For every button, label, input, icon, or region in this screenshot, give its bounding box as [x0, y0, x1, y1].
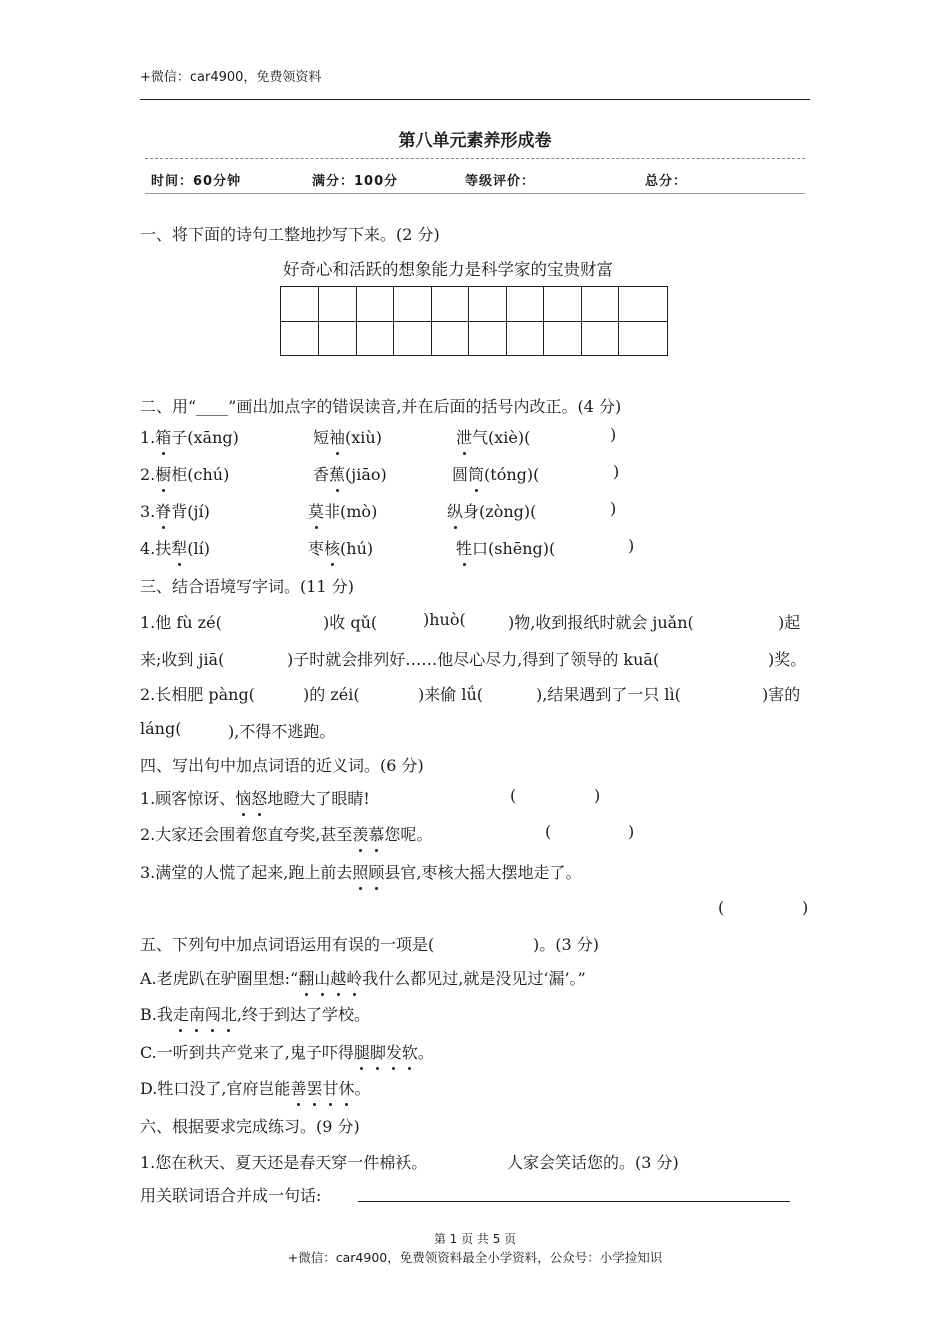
s4-item-1-open[interactable]: (: [510, 786, 517, 805]
info-time: 时间：60分钟: [151, 174, 242, 189]
s2-row-3-c: 纵身(zòng)(: [447, 499, 536, 522]
s5-option-b: B.我走南闯北,终于到达了学校。: [140, 1002, 370, 1025]
info-top-divider: [145, 158, 805, 159]
s3-line-4a: láng(: [140, 719, 182, 738]
s2-row-2-close[interactable]: ): [613, 462, 620, 481]
s2-row-4-close[interactable]: ): [628, 536, 635, 555]
s3-line-3b: )的 zéi(: [303, 685, 360, 704]
header-note: +微信：car4900，免费领资料: [140, 70, 322, 85]
section-5-heading: 五、下列句中加点词语运用有误的一项是(: [140, 935, 435, 954]
s2-row-3-b: 莫非(mò): [308, 499, 377, 522]
s3-line-2b: )子时就会排列好……他尽心尽力,得到了领导的 kuā(: [287, 650, 660, 669]
s3-line-3c: )来偷 lǘ(: [418, 685, 483, 704]
s3-line-3d: ),结果遇到了一只 lì(: [536, 685, 681, 704]
page-number: 第 1 页 共 5 页: [433, 1232, 517, 1246]
s5-option-a: A.老虎趴在驴圈里想:“翻山越岭我什么都见过,就是没见过‘漏’。”: [140, 966, 586, 989]
s4-item-2-open[interactable]: (: [545, 822, 552, 841]
s2-row-4-b: 枣核(hú): [308, 536, 373, 559]
page-title: 第八单元素养形成卷: [398, 131, 552, 151]
s4-item-2-close[interactable]: ): [628, 822, 635, 841]
s4-item-2: 2.大家还会围着您直夸奖,甚至羡慕您呢。: [140, 822, 432, 845]
section-1-heading: 一、将下面的诗句工整地抄写下来。(2 分): [140, 225, 440, 244]
s3-line-1a: 1.他 fù zé(: [140, 613, 222, 632]
header-divider: [140, 99, 810, 100]
s2-row-1-c: 泄气(xiè)(: [456, 425, 530, 448]
s3-line-3e: )害的: [762, 685, 801, 704]
s2-row-3: 3.脊背(jí): [140, 499, 210, 522]
copy-phrase: 好奇心和活跃的想象能力是科学家的宝贵财富: [283, 260, 613, 279]
s2-row-2-b: 香蕉(jiāo): [313, 462, 387, 485]
s2-row-1-b: 短袖(xiù): [313, 425, 382, 448]
s3-line-1c: )huò(: [423, 610, 466, 629]
s2-row-4: 4.扶犁(lí): [140, 536, 210, 559]
s2-row-1-close[interactable]: ): [610, 425, 617, 444]
s5-option-c: C.一听到共产党来了,鬼子吓得腿脚发软。: [140, 1040, 434, 1063]
s3-line-1d: )物,收到报纸时就会 juǎn(: [508, 613, 694, 632]
s4-item-3: 3.满堂的人慌了起来,跑上前去照顾县官,枣核大摇大摆地走了。: [140, 860, 581, 883]
s2-row-3-close[interactable]: ): [610, 499, 617, 518]
info-score: 满分：100分: [312, 174, 399, 189]
section-2-heading: 二、用“____”画出加点字的错误读音,并在后面的括号内改正。(4 分): [140, 397, 622, 416]
info-bottom-divider: [145, 193, 805, 194]
s4-item-3-close[interactable]: ): [802, 898, 809, 917]
s3-line-1e: )起: [778, 613, 801, 632]
footer-note: +微信：car4900，免费领资料最全小学资料，公众号：小学捡知识: [287, 1250, 663, 1265]
writing-grid[interactable]: [280, 286, 668, 356]
s2-row-2-c: 圆筒(tóng)(: [452, 462, 539, 485]
s2-row-1: 1.箱子(xāng): [140, 425, 239, 448]
s3-line-1b: )收 qǔ(: [323, 613, 378, 632]
answer-line[interactable]: [358, 1201, 790, 1202]
s4-item-1-close[interactable]: ): [594, 786, 601, 805]
section-5-heading-end: )。(3 分): [533, 935, 599, 954]
s2-row-2: 2.橱柜(chú): [140, 462, 229, 485]
section-3-heading: 三、结合语境写字词。(11 分): [140, 577, 354, 596]
s3-line-4b: ),不得不逃跑。: [228, 722, 336, 741]
section-6-heading: 六、根据要求完成练习。(9 分): [140, 1117, 360, 1136]
section-4-heading: 四、写出句中加点词语的近义词。(6 分): [140, 756, 424, 775]
s6-q1-instruction: 用关联词语合并成一句话:: [140, 1186, 322, 1205]
s4-item-1: 1.顾客惊讶、恼怒地瞪大了眼睛!: [140, 786, 370, 809]
s5-option-d: D.牲口没了,官府岂能善罢甘休。: [140, 1076, 371, 1099]
s6-q1-sentence-b: 人家会笑话您的。(3 分): [507, 1153, 679, 1172]
info-total: 总分：: [645, 174, 688, 189]
s3-line-2a: 来;收到 jiā(: [140, 650, 225, 669]
info-grade: 等级评价：: [465, 174, 536, 189]
s4-item-3-open[interactable]: (: [718, 898, 725, 917]
s3-line-3a: 2.长相肥 pàng(: [140, 685, 255, 704]
s3-line-2c: )奖。: [768, 650, 807, 669]
s2-row-4-c: 牲口(shēng)(: [456, 536, 555, 559]
s6-q1-sentence-a: 1.您在秋天、夏天还是春天穿一件棉袄。: [140, 1153, 428, 1172]
